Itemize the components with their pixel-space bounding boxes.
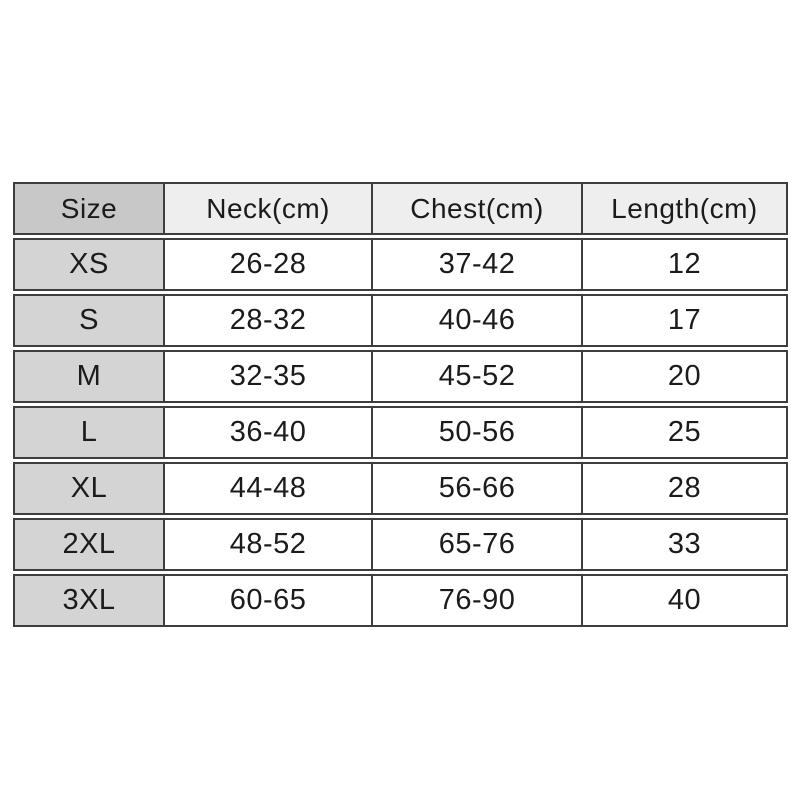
cell-neck: 26-28 [163,240,371,289]
cell-chest: 65-76 [371,520,581,569]
header-cell-neck: Neck(cm) [163,184,371,233]
cell-chest: 37-42 [371,240,581,289]
cell-neck: 36-40 [163,408,371,457]
table-row-xs [13,238,788,291]
cell-length: 17 [581,296,786,345]
table-row-2xl [13,518,788,571]
cell-length: 12 [581,240,786,289]
header-cell-length: Length(cm) [581,184,786,233]
cell-size: 2XL [15,520,163,569]
cell-length: 20 [581,352,786,401]
cell-size: 3XL [15,576,163,625]
cell-chest: 76-90 [371,576,581,625]
cell-chest: 56-66 [371,464,581,513]
cell-chest: 50-56 [371,408,581,457]
table-row-l [13,406,788,459]
header-row [13,182,788,235]
table-row-3xl [13,574,788,627]
table-row-s [13,294,788,347]
cell-neck: 32-35 [163,352,371,401]
cell-length: 40 [581,576,786,625]
header-cell-chest: Chest(cm) [371,184,581,233]
cell-neck: 60-65 [163,576,371,625]
cell-chest: 45-52 [371,352,581,401]
size-chart-table [13,182,788,630]
cell-size: M [15,352,163,401]
cell-length: 28 [581,464,786,513]
table-row-xl [13,462,788,515]
cell-neck: 48-52 [163,520,371,569]
cell-neck: 44-48 [163,464,371,513]
cell-chest: 40-46 [371,296,581,345]
header-cell-size: Size [15,184,163,233]
cell-length: 25 [581,408,786,457]
cell-size: L [15,408,163,457]
cell-neck: 28-32 [163,296,371,345]
cell-length: 33 [581,520,786,569]
cell-size: XS [15,240,163,289]
cell-size: XL [15,464,163,513]
cell-size: S [15,296,163,345]
table-row-m [13,350,788,403]
